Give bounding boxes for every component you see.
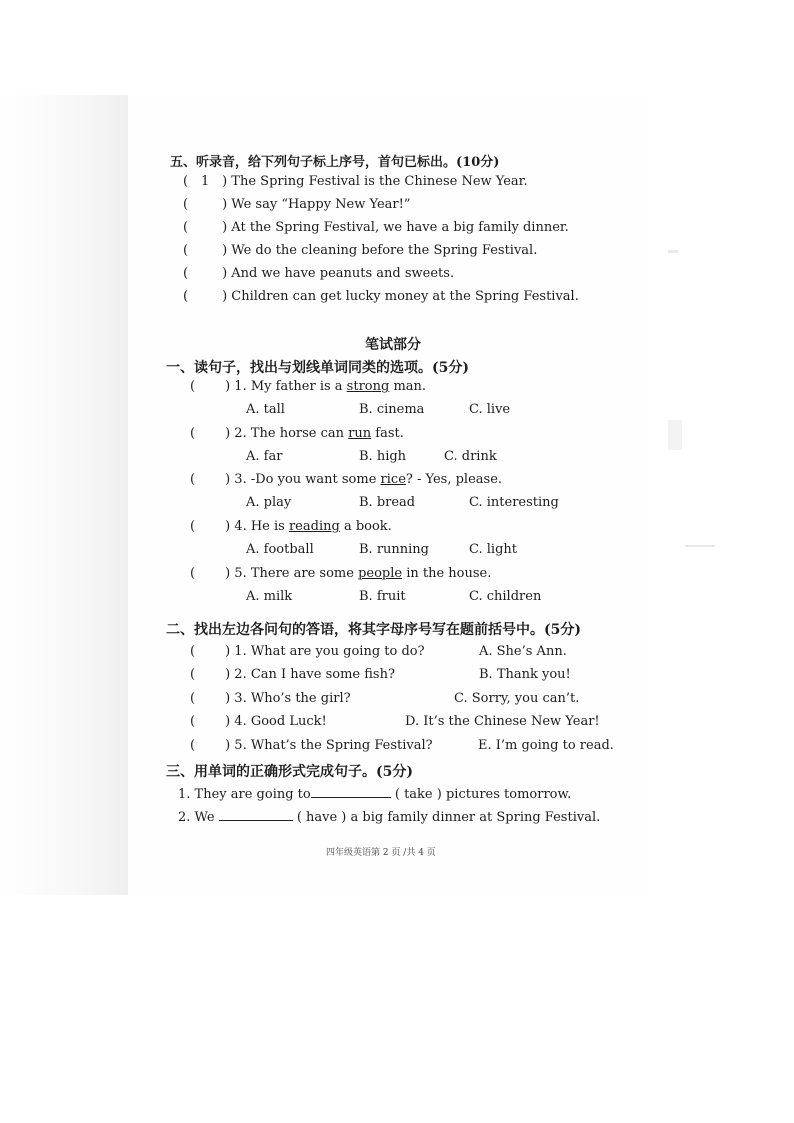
part1-option: B. fruit <box>359 589 406 604</box>
part1-question: ( ) 5. There are some people in the house. <box>190 566 492 581</box>
scan-shadow <box>0 95 128 895</box>
bleed-mark <box>668 250 678 253</box>
part2-answer: E. I’m going to read. <box>478 738 614 753</box>
part1-option: B. high <box>359 449 407 464</box>
part1-question: ( ) 1. My father is a strong man. <box>190 379 427 394</box>
bleed-mark <box>668 420 682 450</box>
section5-heading: 五、听录音，给下列句子标上序号，首句已标出。(10分) <box>170 155 500 170</box>
part2-answer: D. It’s the Chinese New Year! <box>405 714 600 729</box>
part1-option: A. far <box>246 449 283 464</box>
part1-option: A. tall <box>246 402 285 417</box>
answer-blank[interactable] <box>311 785 391 798</box>
part2-question: ( ) 4. Good Luck! <box>190 714 327 729</box>
part1-question: ( ) 2. The horse can run fast. <box>190 426 404 441</box>
bleed-mark <box>685 545 715 547</box>
part1-option: B. running <box>359 542 430 557</box>
part1-option: B. cinema <box>359 402 425 417</box>
section5-item: ( ) At the Spring Festival, we have a big family dinner. <box>183 220 569 235</box>
part2-answer: B. Thank you! <box>479 667 571 682</box>
part2-answer: C. Sorry, you can’t. <box>454 691 580 706</box>
part3-question: 1. They are going to ( take ) pictures tomorrow. <box>178 787 572 802</box>
part1-option: C. live <box>469 402 511 417</box>
part2-question: ( ) 3. Who’s the girl? <box>190 691 351 706</box>
page-footer: 四年级英语第 2 页 /共 4 页 <box>326 848 436 858</box>
part3-heading: 三、用单词的正确形式完成句子。(5分) <box>166 764 413 780</box>
part1-question: ( ) 4. He is reading a book. <box>190 519 392 534</box>
written-part-title: 笔试部分 <box>365 337 421 353</box>
answer-blank[interactable] <box>219 808 293 821</box>
part1-option: C. interesting <box>469 495 559 510</box>
part1-option: A. play <box>246 495 292 510</box>
part2-question: ( ) 5. What’s the Spring Festival? <box>190 738 433 753</box>
section5-item: ( ) And we have peanuts and sweets. <box>183 266 455 281</box>
section5-item: ( ) We say “Happy New Year!” <box>183 197 411 212</box>
section5-item: ( ) We do the cleaning before the Spring Festival. <box>183 243 538 258</box>
part2-question: ( ) 1. What are you going to do? <box>190 644 425 659</box>
part1-option: A. milk <box>246 589 293 604</box>
part1-heading: 一、读句子，找出与划线单词同类的选项。(5分) <box>166 360 469 376</box>
part2-heading: 二、找出左边各问句的答语，将其字母序号写在题前括号中。(5分) <box>166 622 581 638</box>
part2-answer: A. She’s Ann. <box>479 644 567 659</box>
part1-option: C. light <box>469 542 517 557</box>
section5-item: ( ) Children can get lucky money at the Spring Festival. <box>183 289 579 304</box>
part1-option: C. drink <box>444 449 497 464</box>
part1-option: B. bread <box>359 495 416 510</box>
section5-item: ( 1 ) The Spring Festival is the Chinese New Year. <box>183 174 528 189</box>
part1-question: ( ) 3. -Do you want some rice? - Yes, please. <box>190 472 503 487</box>
part1-option: C. children <box>469 589 542 604</box>
part3-question: 2. We ( have ) a big family dinner at Spring Festival. <box>178 810 601 825</box>
part1-option: A. football <box>246 542 314 557</box>
part2-question: ( ) 2. Can I have some fish? <box>190 667 395 682</box>
